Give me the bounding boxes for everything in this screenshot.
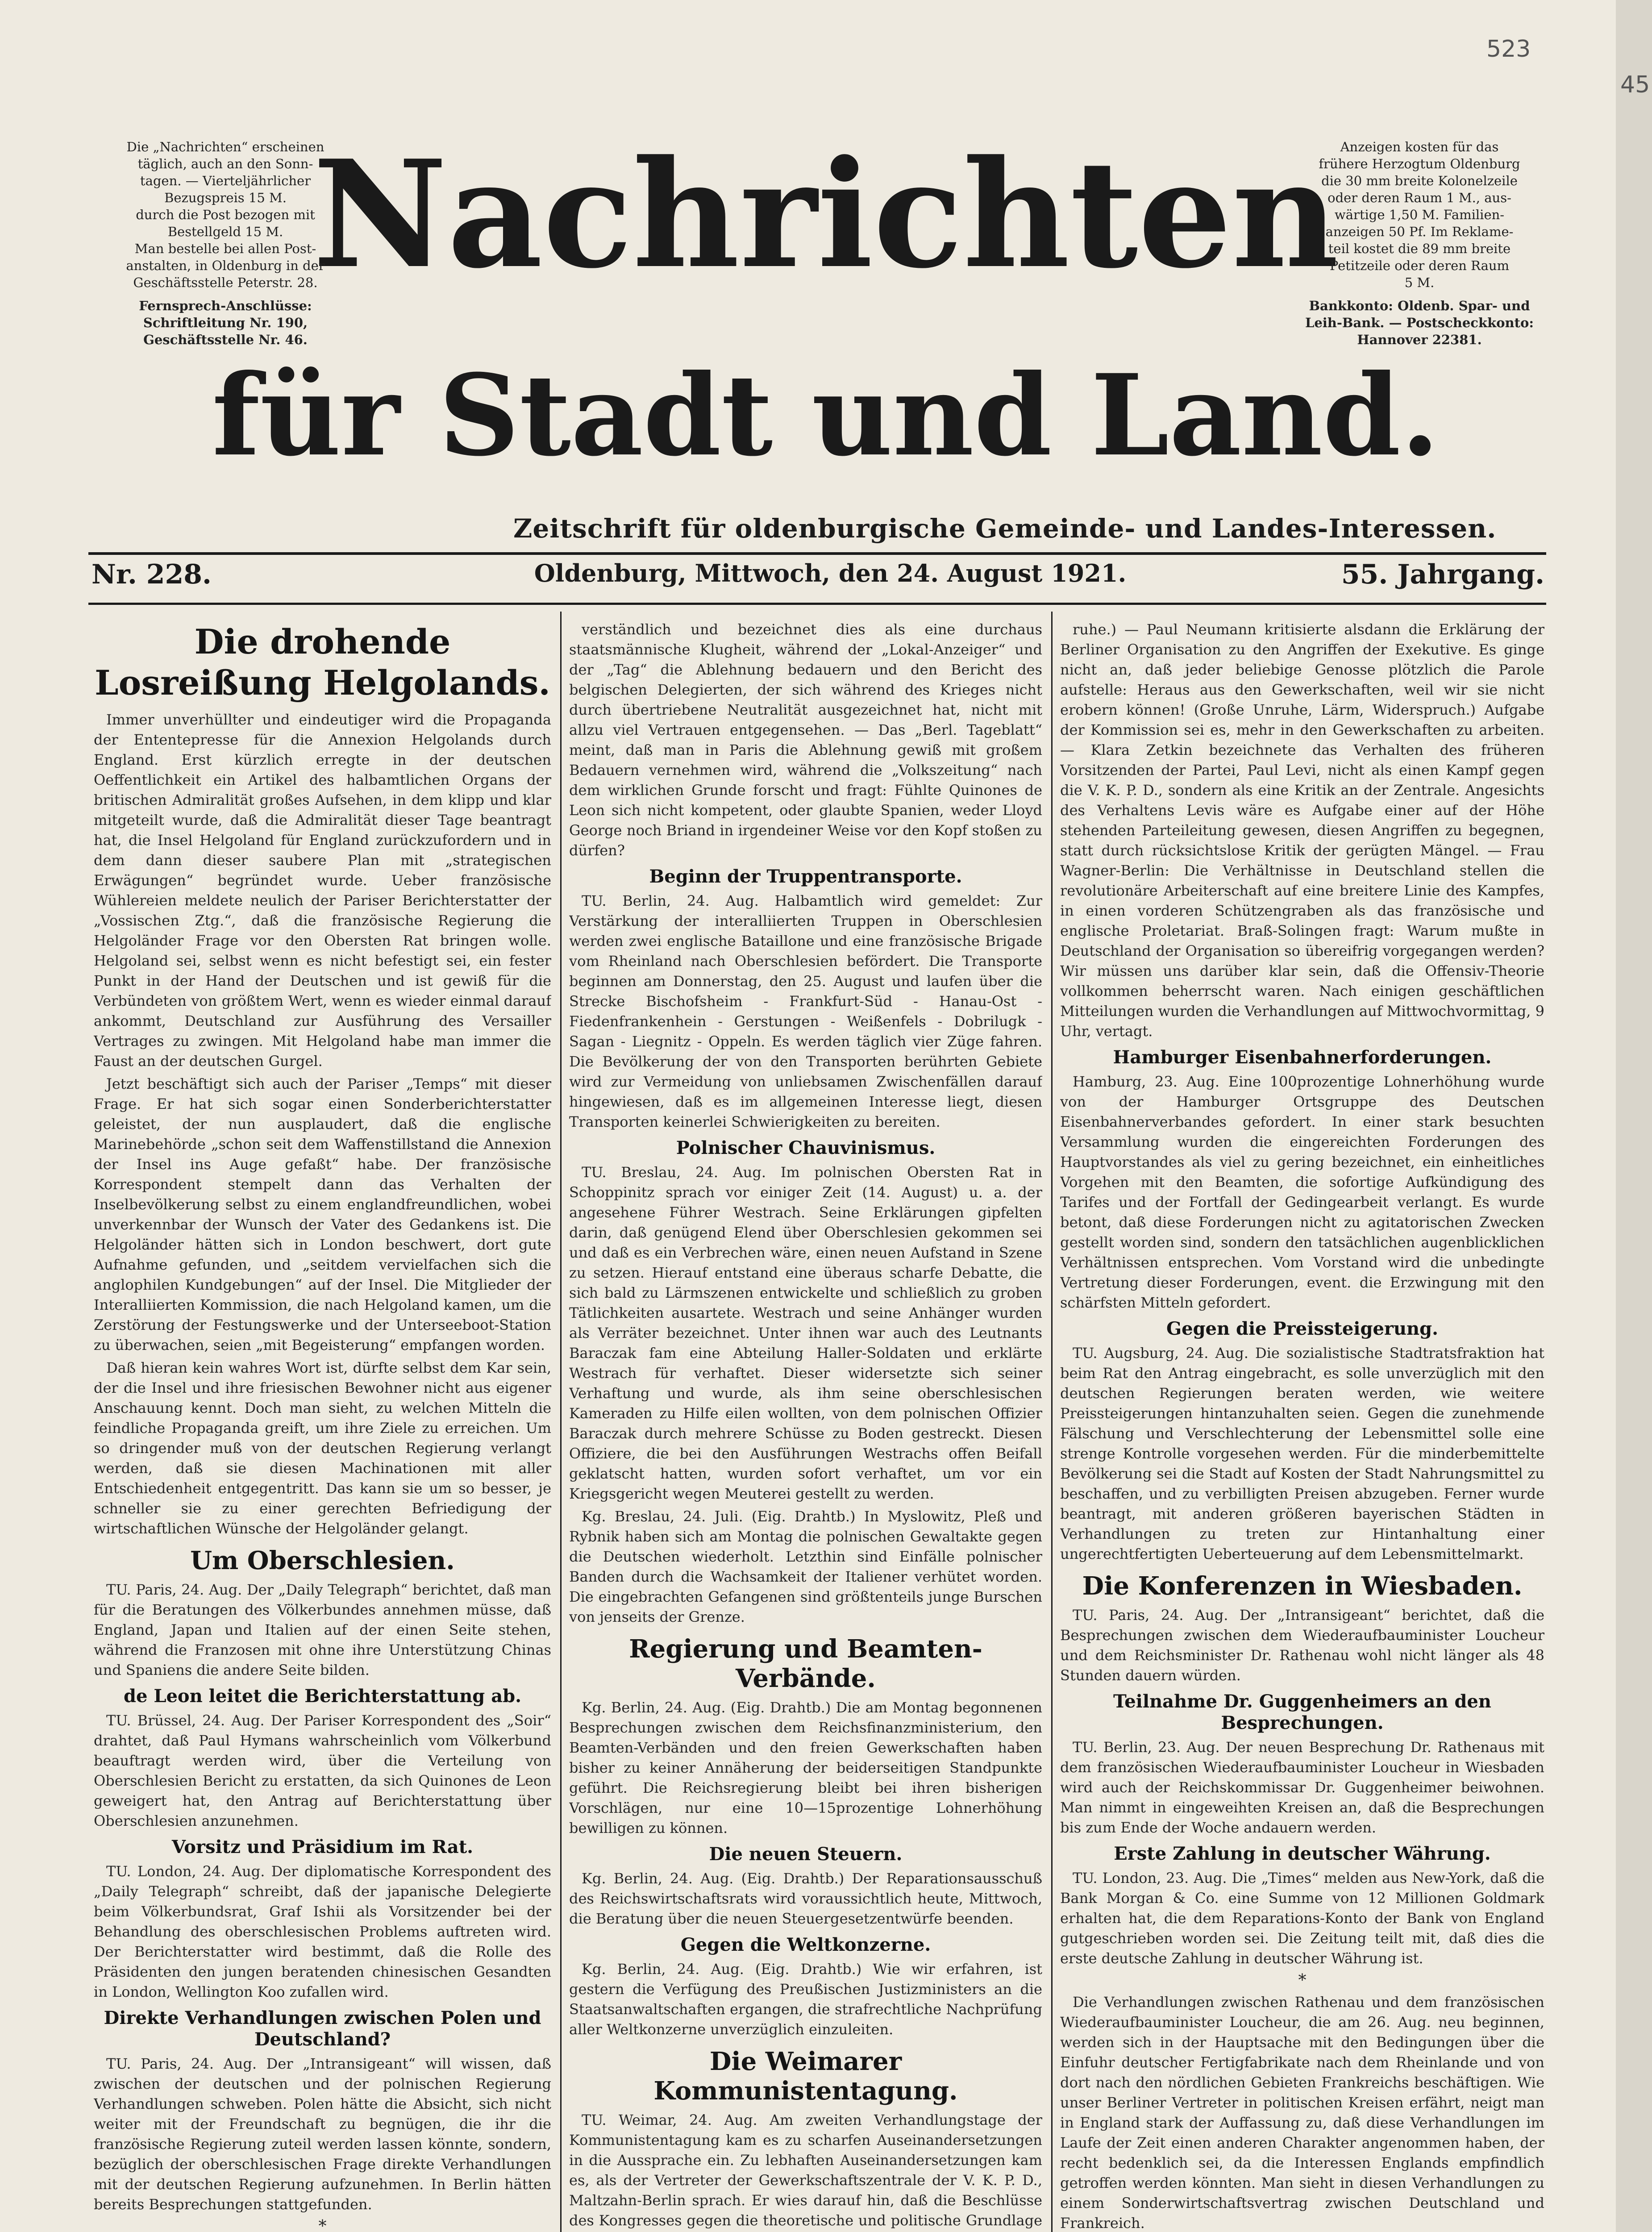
- info-line: 5 M.: [1404, 275, 1435, 290]
- info-line: Die „Nachrichten“ erscheinen: [126, 139, 325, 154]
- article-paragraph: Jetzt beschäftigt sich auch der Pariser „Temps“ mit dieser Frage. Er hat sich sogar einen Sonderberichterstatter geleistet, der nun ausplaudert, daß die englische Marinebehörde „schon seit dem Waffenstillstand die Annexion der Insel ins Auge gefaßt“ habe. Der französische Korrespondent stempelt dann das Verhalten der Inselbevölkerung selbst zu einem englandfreundlichen, wobei unverkennbar der Wunsch der Vater des Gedankens ist. Die Helgoländer hätten sich in London beschwert, dort gute Aufnahme gefunden, und „seitdem vervielfachen sich die anglophilen Kundgebungen“ auf der Insel. Die Mitglieder der Interalliierten Kommission, die nach Helgoland kamen, um die Zerstörung der Festungswerke und der Unterseeboot-Station zu überwachen, seien „mit Begeisterung“ empfangen worden.: [94, 1075, 551, 1353]
- article-paragraph: Kg. Berlin, 24. Aug. (Eig. Drahtb.) Wie wir erfahren, ist gestern die Verfügung des Preußischen Justizministers an die Staatsanwaltschaften ergangen, die strafrechtliche Nachprüfung aller Weltkonzerne unverzüglich einzuleiten.: [569, 1961, 1042, 2038]
- separator-star: *: [1298, 1971, 1307, 1990]
- section-headline: Um Oberschlesien.: [190, 1546, 455, 1575]
- masthead-title: Nachrichten: [312, 128, 1339, 301]
- article-paragraph: TU. London, 24. Aug. Der diplomatische Korrespondent des „Daily Telegraph“ schreibt, daß der japanische Delegierte beim Völkerbundsrat, Graf Ishii als Vorsitzender bei der Behandlung des oberschlesischen Problems auftreten wird. Der Berichterstatter wird bestimmt, daß die Rolle des Präsidenten den jungen beratenden chinesischen Gesandten in London, Wellington Koo zufallen wird.: [94, 1863, 551, 2000]
- sub-headline: Gegen die Preissteigerung.: [1166, 1318, 1439, 1339]
- article-paragraph: Immer unverhüllter und eindeutiger wird die Propaganda der Ententepresse für die Annexion Helgolands durch England. Erst kürzlich erregte in der deutschen Oeffentlichkeit ein Artikel des halbamtlichen Organs der britischen Admiralität großes Aufsehen, in dem klipp und klar mitgeteilt wurde, daß die Admiralität dieser Tage beantragt hat, die Insel Helgoland für England zurückzufordern und in dem dann dieser saubere Plan mit „strategischen Erwägungen“ begründet wurde. Ueber französische Wühlereien meldete neulich der Pariser Berichterstatter der „Vossischen Ztg.“, daß die französische Regierung die Helgoländer Frage vor den Obersten Rat bringen wolle. Helgoland sei, selbst wenn es nicht befestigt sei, ein fester Punkt in der Hand der Deutschen und ist gewiß für die Verbündeten von größtem Wert, wenn es wieder einmal darauf ankommt, Deutschland zur Ausführung des Versailler Vertrages zu zwingen. Mit Helgoland habe man immer die Faust an der deutschen Gurgel.: [94, 711, 551, 1070]
- article-paragraph: TU. Augsburg, 24. Aug. Die sozialistische Stadtratsfraktion hat beim Rat den Antrag eingebracht, es solle unverzüglich mit den deutschen Regierungen beraten werden, wie weitere Preissteigerungen hintanzuhalten seien. Gegen die zunehmende Fälschung und Verschlechterung der Lebensmittel solle eine strenge Kontrolle vorgesehen werden. Für die minderbemittelte Bevölkerung sei die Stadt auf Kosten der Stadt Nahrungsmittel zu beschaffen, und zu verbilligten Preisen abzugeben. Ferner wurde beantragt, mit anderen größeren bayerischen Städten in Verhandlungen zu treten zur Hintanhaltung einer ungerechtfertigten Ueberteuerung auf dem Lebensmittelmarkt.: [1060, 1345, 1544, 1562]
- article-paragraph: TU. Paris, 24. Aug. Der „Intransigeant“ will wissen, daß zwischen der deutschen und der polnischen Regierung Verhandlungen schweben. Polen hätte die Absicht, sich nicht weiter mit der Freundschaft zu begnügen, die ihr die französische Regierung zuteil werden lassen könnte, sondern, bezüglich der oberschlesischen Frage direkte Verhandlungen mit der deutschen Regierung aufzunehmen. In Berlin hätten bereits Besprechungen stattgefunden.: [94, 2055, 551, 2213]
- article-headline: Die drohende Losreißung Helgolands.: [95, 622, 550, 703]
- info-line: frühere Herzogtum Oldenburg: [1319, 156, 1520, 171]
- sub-headline: Vorsitz und Präsidium im Rat.: [171, 1836, 474, 1857]
- article-column-left: [94, 620, 551, 2232]
- article-paragraph: TU. Paris, 24. Aug. Der „Intransigeant“ berichtet, daß die Besprechungen zwischen dem Wiederaufbauminister Loucheur und dem Reichsminister Dr. Rathenau wohl nicht länger als 48 Stunden dauern würden.: [1060, 1607, 1544, 1684]
- sub-headline: Erste Zahlung in deutscher Währung.: [1114, 1843, 1491, 1864]
- section-headline: Regierung und Beamten-Verbände.: [629, 1634, 982, 1693]
- info-line: die 30 mm breite Kolonelzeile: [1321, 173, 1518, 188]
- column-rule: [560, 612, 562, 2232]
- info-line: Bezugspreis 15 M.: [164, 190, 287, 205]
- info-line: Anzeigen kosten für das: [1340, 139, 1499, 154]
- article-paragraph: Kg. Breslau, 24. Juli. (Eig. Drahtb.) In Myslowitz, Pleß und Rybnik haben sich am Montag die polnischen Gewaltakte gegen die Deutschen wiederholt. Letzthin sind Einfälle polnischer Banden durch die Wachsamkeit der Italiener verhütet worden. Die eingebrachten Gefangenen sind größtenteils junge Burschen von jenseits der Grenze.: [569, 1508, 1042, 1625]
- column-rule: [1051, 612, 1053, 2232]
- masthead-subtitle-line: für Stadt und Land.: [212, 350, 1440, 481]
- info-line: anzeigen 50 Pf. Im Reklame-: [1325, 224, 1514, 239]
- article-paragraph: Hamburg, 23. Aug. Eine 100prozentige Lohnerhöhung wurde von der Hamburger Ortsgruppe des Deutschen Eisenbahnerverbandes gefordert. In einer stark besuchten Versammlung wurden die eingereichten Forderungen des Hauptvorstandes als viel zu gering bezeichnet, ein einheitliches Vorgehen mit den Beamten, die sofortige Aufkündigung des Tarifes und der Fortfall der Gedingearbeit verlangt. Es wurde betont, daß diese Forderungen nicht zu agitatorischen Zwecken gestellt worden sind, sondern den tatsächlichen augenblicklichen Verhältnissen entsprechen. Vom Vorstand wird die unbedingte Vertretung dieser Forderungen, event. die Erzwingung mit den schärfsten Mitteln gefordert.: [1060, 1073, 1544, 1311]
- info-line: Hannover 22381.: [1357, 332, 1482, 347]
- dateline-rule-top: [88, 552, 1546, 555]
- sub-headline: Die neuen Steuern.: [709, 1844, 903, 1865]
- issue-number: Nr. 228.: [92, 559, 212, 590]
- volume-number: 55. Jahrgang.: [1341, 559, 1544, 590]
- article-paragraph: TU. Berlin, 24. Aug. Halbamtlich wird gemeldet: Zur Verstärkung der interalliierten Truppen in Oberschlesien werden zwei englische Bataillone und eine französische Brigade vom Rheinland nach Oberschlesien befördert. Die Transporte beginnen am Donnerstag, den 25. August und laufen über die Strecke Bischofsheim - Frankfurt-Süd - Hanau-Ost - Fiedenfrankenhein - Gerstungen - Weißenfels - Dobrilugk - Sagan - Liegnitz - Oppeln. Es werden täglich vier Züge fahren. Die Bevölkerung der von den Transporten berührten Gebiete wird zur Vermeidung von unliebsamen Zwischenfällen darauf hingewiesen, daß es im allgemeinen Interesse liegt, diesen Transporten keinerlei Schwierigkeiten zu bereiten.: [569, 892, 1042, 1130]
- article-paragraph: ruhe.) — Paul Neumann kritisierte alsdann die Erklärung der Berliner Organisation zu den Angriffen der Exekutive. Es ginge nicht an, daß jeder beliebige Genosse plötzlich die Parole aufstelle: Heraus aus den Gewerkschaften, weil wir sie nicht erobern können! (Große Unruhe, Lärm, Widerspruch.) Aufgabe der Kommission sei es, mehr in den Gewerkschaften zu arbeiten. — Klara Zetkin bezeichnete das Verhalten des früheren Vorsitzenden der Partei, Paul Levi, nicht als einen Kampf gegen die V. K. P. D., sondern als eine Kritik an der Zentrale. Angesichts des Verhaltens Levis wäre es Aufgabe einer auf der Höhe stehenden Parteileitung gewesen, diesen Angriffen zu begegnen, statt durch rücksichtslose Kritik der gerügten Mängel. — Frau Wagner-Berlin: Die Verhältnisse in Deutschland stellen die revolutionäre Arbeiterschaft auf eine breitere Linie des Kampfes, in einen vorderen Schützengraben als das französische und englische Proletariat. Braß-Solingen fragt: Warum mußte in Deutschland der Organisation so übereifrig vorgegangen werden? Wir müssen uns darüber klar sein, daß die Offensiv-Theorie vollkommen beherrscht waren. Nach einigen geschäftlichen Mitteilungen wurden die Verhandlungen auf Mittwochvormittag, 9 Uhr, vertagt.: [1060, 621, 1544, 1040]
- info-line: Geschäftsstelle Nr. 46.: [143, 332, 308, 347]
- page-edge: [1616, 0, 1652, 2232]
- article-paragraph: TU. London, 23. Aug. Die „Times“ melden aus New-York, daß die Bank Morgan & Co. eine Summe von 12 Millionen Goldmark erhalten hat, die dem Reparations-Konto der Bank von England gutgeschrieben worden sei. Die Zeitung teilt mit, daß dies die erste deutsche Zahlung in deutscher Währung ist.: [1060, 1870, 1544, 1967]
- info-line: Leih-Bank. — Postscheckkonto:: [1305, 315, 1534, 330]
- article-paragraph: TU. Berlin, 23. Aug. Der neuen Besprechung Dr. Rathenaus mit dem französischen Wiederaufbauminister Loucheur in Wiesbaden wird auch der Reichskommissar Dr. Guggenheimer beiwohnen. Man nimmt in eingeweihten Kreisen an, daß die Besprechungen bis zum Ende der Woche andauern werden.: [1060, 1739, 1544, 1836]
- article-column-middle: [569, 620, 1042, 2232]
- article-paragraph: TU. Brüssel, 24. Aug. Der Pariser Korrespondent des „Soir“ drahtet, daß Paul Hymans wahrscheinlich vom Völkerbund beauftragt werden wird, über die Verteilung von Oberschlesien Bericht zu erstatten, da sich Quinones de Leon geweigert hat, den Antrag auf Berichterstattung über Oberschlesien anzunehmen.: [94, 1712, 551, 1829]
- info-line: durch die Post bezogen mit: [136, 207, 315, 222]
- separator-star: *: [318, 2217, 327, 2232]
- article-paragraph: Kg. Berlin, 24. Aug. (Eig. Drahtb.) Die am Montag begonnenen Besprechungen zwischen dem Reichsfinanzministerium, den Beamten-Verbänden und den freien Gewerkschaften haben bisher zu keiner Annäherung der beiderseitigen Standpunkte geführt. Die Reichsregierung bleibt bei ihren bisherigen Vorschlägen, nur eine 10—15prozentige Lohnerhöhung bewilligen zu können.: [569, 1699, 1042, 1836]
- article-paragraph: TU. Paris, 24. Aug. Der „Daily Telegraph“ berichtet, daß man für die Beratungen des Völkerbundes annehmen müsse, daß England, Japan und Italien auf der einen Seite stehen, während die Franzosen mit ohne ihre Unterstützung Chinas und Spaniens die andere Seite bilden.: [94, 1581, 551, 1678]
- article-paragraph: TU. Weimar, 24. Aug. Am zweiten Verhandlungstage der Kommunistentagung kam es zu scharfen Auseinandersetzungen in die Aussprache ein. Zu lebhaften Auseinandersetzungen kam es, als der Vertreter der Gewerkschaftszentrale der V. K. P. D., Maltzahn-Berlin sprach. Er wies darauf hin, daß die Beschlüsse des Kongresses gegen die theoretische und politische Grundlage: [569, 2111, 1042, 2229]
- info-line: teil kostet die 89 mm breite: [1328, 241, 1511, 256]
- info-line: anstalten, in Oldenburg in der: [126, 258, 325, 273]
- issue-date: Oldenburg, Mittwoch, den 24. August 1921.: [534, 559, 1127, 587]
- sub-headline: Gegen die Weltkonzerne.: [680, 1934, 931, 1955]
- sub-headline: Polnischer Chauvinismus.: [676, 1137, 936, 1158]
- info-line: Schriftleitung Nr. 190,: [143, 315, 308, 330]
- section-headline: Die Weimarer Kommunistentagung.: [653, 2047, 958, 2106]
- edge-mark: 45: [1620, 71, 1650, 98]
- sub-headline: Direkte Verhandlungen zwischen Polen und Deutschland?: [104, 2007, 541, 2050]
- info-line: Bestellgeld 15 M.: [167, 224, 283, 239]
- sub-headline: de Leon leitet die Berichterstattung ab.: [123, 1686, 521, 1707]
- subscription-info-box: [89, 138, 362, 348]
- article-paragraph: Daß hieran kein wahres Wort ist, dürfte selbst dem Kar sein, der die Insel und ihre friesischen Bewohner nicht aus eigener Anschauung kennt. Doch man sieht, zu welchen Mitteln die feindliche Propaganda greift, um ihre Ziele zu erreichen. Um so dringender muß von der deutschen Regierung verlangt werden, daß sie diesen Machinationen mit aller Entschiedenheit entgegentritt. Das kann sie um so besser, je schneller sie zu einer gerechten Befriedigung der wirtschaftlichen Wünsche der Helgoländer gelangt.: [94, 1359, 551, 1537]
- info-line: Man bestelle bei allen Post-: [134, 241, 316, 256]
- info-line: tagen. — Vierteljährlicher: [140, 173, 311, 188]
- info-line: wärtige 1,50 M. Familien-: [1334, 207, 1505, 222]
- info-line: Geschäftsstelle Peterstr. 28.: [133, 275, 318, 290]
- article-paragraph: verständlich und bezeichnet dies als eine durchaus staatsmännische Klugheit, während der „Lokal-Anzeiger“ und der „Tag“ die Ablehnung bedauern und den Bericht des belgischen Delegierten, der sich während des Krieges nicht durch übertriebene Neutralität ausgezeichnet hat, nicht mit allzu viel Vertrauen entgegensehen. — Das „Berl. Tageblatt“ meint, daß man in Paris die Ablehnung gewiß mit großem Bedauern vernehmen wird, während die „Volkszeitung“ nach dem wirklichen Grunde forscht und fragt: Fühlte Quinones de Leon sich nicht kompetent, oder glaubte Spanien, weder Lloyd George noch Briand in irgendeiner Weise vor den Kopf stoßen zu dürfen?: [569, 621, 1042, 859]
- masthead-tagline: Zeitschrift für oldenburgische Gemeinde- und Landes-Interessen.: [513, 513, 1497, 544]
- info-line: Fernsprech-Anschlüsse:: [139, 298, 312, 313]
- sub-headline: Beginn der Truppentransporte.: [649, 866, 962, 887]
- info-line: oder deren Raum 1 M., aus-: [1327, 190, 1511, 205]
- article-column-right: [1060, 620, 1544, 2232]
- advertising-info-box: [1294, 138, 1544, 348]
- info-line: Bankkonto: Oldenb. Spar- und: [1309, 298, 1530, 313]
- article-paragraph: Die Verhandlungen zwischen Rathenau und dem französischen Wiederaufbauminister Loucheur, die am 26. Aug. neu beginnen, werden sich in der Hauptsache mit den Bedingungen über die Einfuhr deutscher Fertigfabrikate nach dem Rheinlande und von dort nach den nördlichen Gebieten Frankreichs beschäftigen. Wie unser Berliner Vertreter in politischen Kreisen erfährt, neigt man in England stark der Auffassung zu, daß diese Verhandlungen im Laufe der Zeit einen anderen Charakter angenommen haben, der recht bedenklich sei, da die Interessen Englands empfindlich getroffen werden könnten. Man sieht in diesen Verhandlungen zu einem Sonderwirtschaftsvertrag zwischen Deutschland und Frankreich.: [1060, 1994, 1544, 2232]
- sub-headline: Hamburger Eisenbahnerforderungen.: [1113, 1047, 1492, 1068]
- page-number: 523: [1486, 36, 1531, 62]
- info-line: täglich, auch an den Sonn-: [137, 156, 313, 171]
- article-paragraph: TU. Breslau, 24. Aug. Im polnischen Obersten Rat in Schoppinitz sprach vor einiger Zeit (14. August) u. a. der angesehene Führer Westrach. Seine Erklärungen gipfelten darin, daß genügend Elend über Oberschlesien gekommen sei und daß es ein Verbrechen wäre, einen neuen Aufstand in Szene zu setzen. Hierauf entstand eine überaus scharfe Debatte, die sich bald zu Lärmszenen entwickelte und schließlich zu groben Tätlichkeiten ausartete. Westrach und seine Anhänger wurden als Verräter bezeichnet. Unter ihnen war auch des Leutnants Baraczak fam eine Abteilung Haller-Soldaten und erklärte Westrach für verhaftet. Dieser widersetzte sich seiner Verhaftung und wurde, als ihm seine oberschlesischen Kameraden zu Hilfe eilen wollten, von dem polnischen Offizier Baraczak durch mehrere Schüsse zu Boden gestreckt. Diesen Offiziere, die bei den Ausführungen Westrachs offen Beifall geklatscht hatten, wurden sofort verhaftet, um vor ein Kriegsgericht wegen Meuterei gestellt zu werden.: [569, 1164, 1042, 1502]
- article-paragraph: Kg. Berlin, 24. Aug. (Eig. Drahtb.) Der Reparationsausschuß des Reichswirtschaftsrats wird voraussichtlich heute, Mittwoch, die Beratung über die neuen Steuergesetzentwürfe beenden.: [569, 1870, 1042, 1927]
- info-line: Petitzeile oder deren Raum: [1329, 258, 1510, 273]
- sub-headline: Teilnahme Dr. Guggenheimers an den Besprechungen.: [1113, 1691, 1491, 1733]
- dateline-rule-bottom: [88, 603, 1546, 605]
- section-headline: Die Konferenzen in Wiesbaden.: [1082, 1571, 1523, 1601]
